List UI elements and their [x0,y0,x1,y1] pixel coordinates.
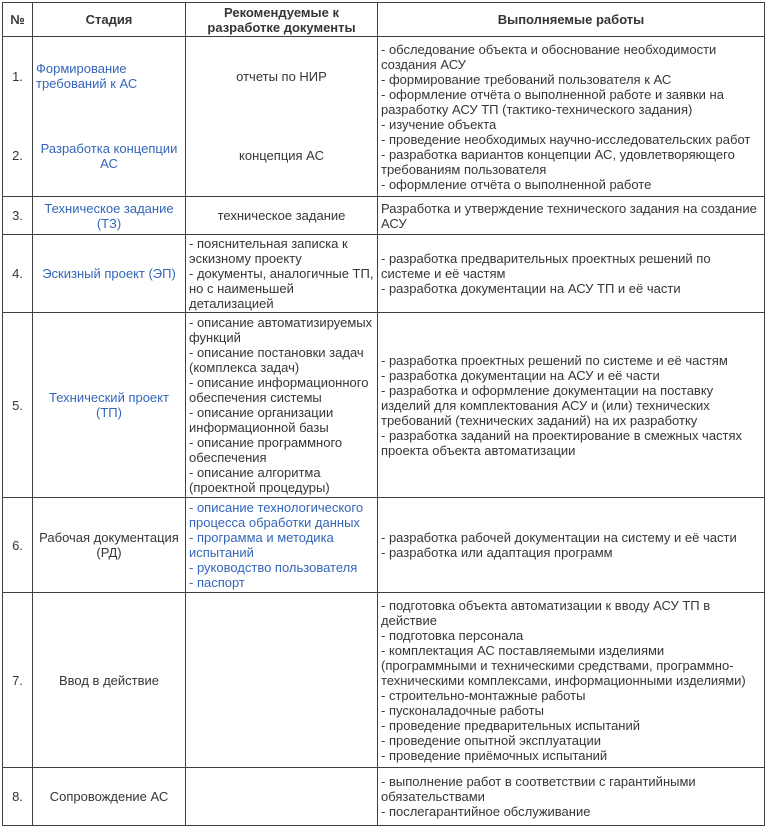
list-line: - описание организации информационной базы [189,405,334,435]
docs-cell: отчеты по НИР [186,37,378,116]
stage-cell [33,313,186,498]
list-line: - выполнение работ в соответствии с гарантийными обязательствами [381,774,696,804]
list-line: - изучение объекта [381,116,497,132]
list-line: - пояснительная записка к эскизному проекту [189,236,348,266]
works-cell [378,313,765,498]
list-line[interactable]: - руководство пользователя [189,560,358,575]
list-line: - разработка вариантов концепции АС, удовлетворяющего требованиям пользователя [381,146,735,177]
list-line: - оформление отчёта о выполненной работе и заявки на разработку АСУ ТП (тактико-технического задания) [381,86,724,117]
list-line: - описание программного обеспечения [189,435,343,465]
list-line[interactable]: - паспорт [189,575,245,590]
list-line: - проведение необходимых научно-исследовательских работ [381,131,751,147]
list-line: - обследование объекта и обоснование необходимости создания АСУ [381,41,717,72]
stage-cell: Сопровождение АС [33,768,186,826]
list-line: - подготовка персонала [381,627,524,643]
list-line: - описание постановки задач (комплекса задач) [189,345,364,375]
list-line: - формирование требований пользователя к АС [381,71,672,87]
list-line: - разработка проектных решений по системе и её частям [381,352,728,368]
stage-cell [33,235,186,313]
list-line: - документы, аналогичные ТП, но с наименьшей детализацией [189,266,374,311]
list-line: - разработка рабочей документации на систему и её части [381,530,737,545]
stage-cell: Ввод в действие [33,593,186,768]
table-row [3,768,765,826]
row-number-cell: 2. [3,116,33,197]
works-cell [378,235,765,313]
table-row [3,313,765,498]
stage-link[interactable]: Разработка концепции АС [40,140,178,171]
list-line: - строительно-монтажные работы [381,687,586,703]
stage-link[interactable]: Технический проект (ТП) [49,390,169,420]
list-line: - описание информационного обеспечения системы [189,375,369,405]
list-line: - описание алгоритма (проектной процедуры) [189,465,330,495]
list-line: - разработка или адаптация программ [381,545,613,560]
header-row [3,3,765,37]
works-cell [378,593,765,768]
list-line[interactable]: - программа и методика испытаний [189,530,334,560]
stage-cell: Рабочая документация (РД) [33,498,186,593]
stage-link[interactable]: Формирование требований к АС [36,61,138,92]
docs-cell: техническое задание [186,197,378,235]
row-number-cell: 8. [3,768,33,826]
list-line[interactable]: - описание технологического процесса обработки данных [189,500,364,530]
column-header-works: Выполняемые работы [378,3,765,37]
stage-cell [33,37,186,116]
row-number-cell: 6. [3,498,33,593]
docs-cell [186,235,378,313]
works-cell [378,768,765,826]
column-header-num: № [3,3,33,37]
list-line: - разработка документации на АСУ ТП и её части [381,281,681,296]
row-number-cell: 4. [3,235,33,313]
row-number-cell: 1. [3,37,33,116]
docs-cell[interactable] [186,498,378,593]
stage-link[interactable]: Эскизный проект (ЭП) [42,266,176,281]
list-line: - разработка и оформление документации на поставку изделий для комплектования АСУ и (или) технических требований (технических заданий) на их разработку [381,382,714,428]
works-cell [378,37,765,197]
stage-cell [33,197,186,235]
table-row [3,235,765,313]
list-line: - комплектация АС поставляемыми изделиями (программными и техническими средствами, программно-техническими комплексами, информационными изделиями) [381,642,746,688]
works-cell [378,498,765,593]
docs-cell [186,313,378,498]
list-line: - проведение опытной эксплуатации [381,732,601,748]
list-line: - разработка заданий на проектирование в смежных частях проекта объекта автоматизации [381,427,743,458]
column-header-stage: Стадия [33,3,186,37]
list-line: - описание автоматизируемых функций [189,315,373,345]
table-row [3,593,765,768]
stages-table [2,2,765,826]
row-number-cell: 7. [3,593,33,768]
stage-link[interactable]: Техническое задание (ТЗ) [44,200,174,231]
docs-cell-empty [186,593,378,768]
list-line: - оформление отчёта о выполненной работе [381,176,652,192]
works-cell: Разработка и утверждение технического задания на создание АСУ [378,197,765,235]
row-number-cell: 5. [3,313,33,498]
list-line: - проведение приёмочных испытаний [381,747,608,763]
table-row [3,498,765,593]
table-row [3,197,765,235]
stage-cell [33,116,186,197]
docs-cell: концепция АС [186,116,378,197]
list-line: - разработка документации на АСУ и её части [381,367,660,383]
list-line: - разработка предварительных проектных решений по системе и её частям [381,251,711,281]
table-row [3,37,765,116]
column-header-docs: Рекомендуемые к разработке документы [186,3,378,37]
row-number-cell: 3. [3,197,33,235]
list-line: - пусконаладочные работы [381,702,544,718]
list-line: - послегарантийное обслуживание [381,804,591,819]
docs-cell-empty [186,768,378,826]
list-line: - подготовка объекта автоматизации к вводу АСУ ТП в действие [381,597,711,628]
list-line: - проведение предварительных испытаний [381,717,641,733]
